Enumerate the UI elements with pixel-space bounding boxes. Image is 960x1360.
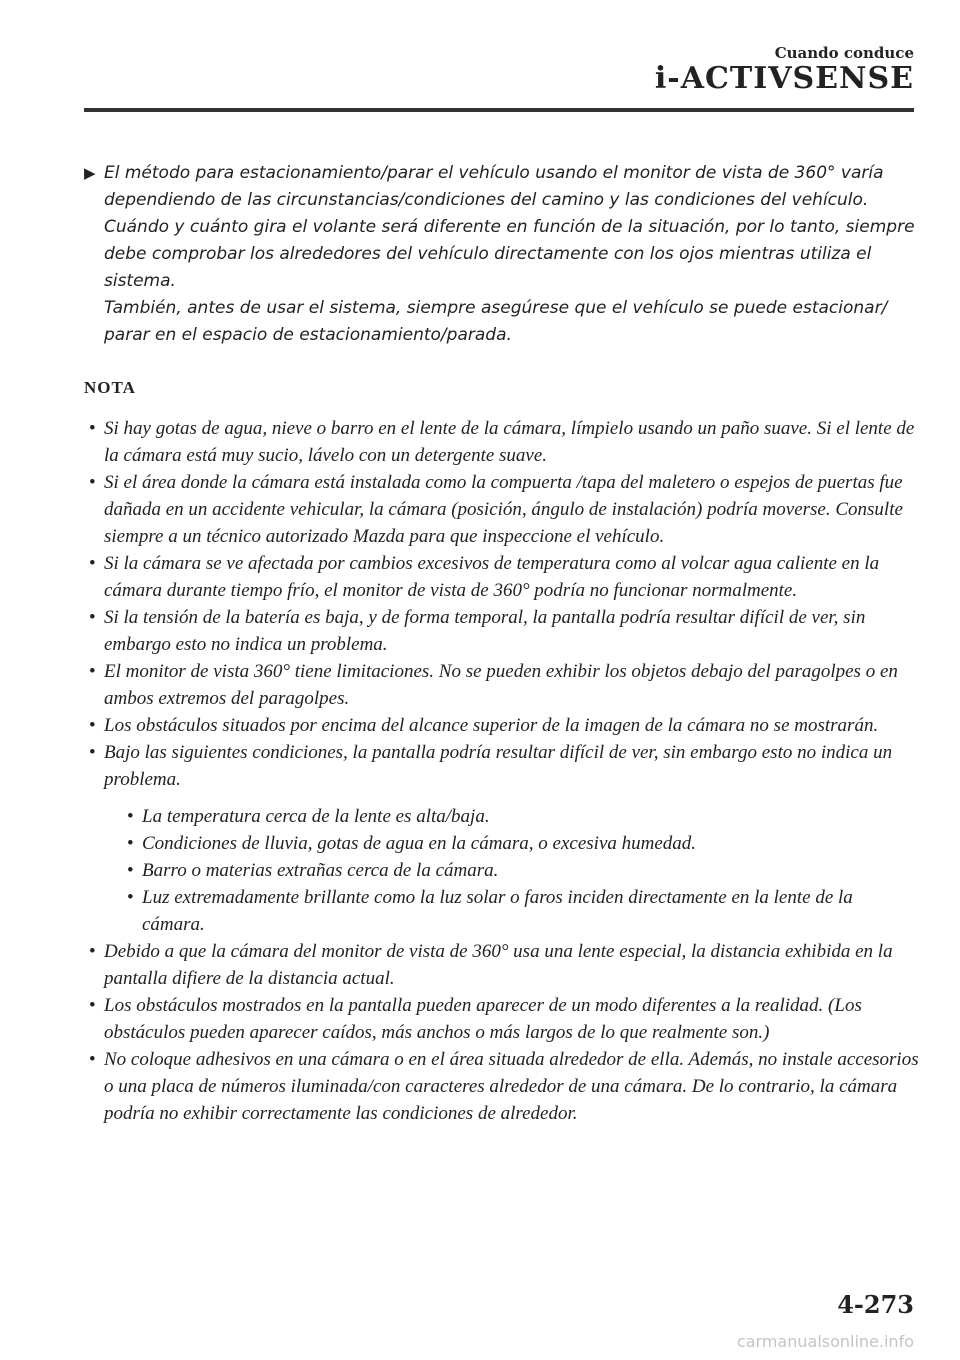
bullet-icon: •: [89, 607, 96, 628]
list-item-text: Bajo las siguientes condiciones, la pantalla podría resultar difícil de ver, sin embargo esto no indica un problema.: [104, 742, 893, 790]
bullet-icon: •: [127, 806, 134, 827]
chapter-title: i-ACTIVSENSE: [654, 61, 914, 96]
bullet-icon: •: [89, 553, 96, 574]
list-item-text: Si la cámara se ve afectada por cambios excesivos de temperatura como al volcar agua caliente en la cámara durante tiempo frío, el monitor de vista de 360° podría no funcionar normalmente.: [104, 553, 880, 601]
list-item: [84, 469, 920, 550]
sub-list-item: [104, 884, 920, 938]
bullet-icon: •: [127, 887, 134, 908]
warning-paragraph: El método para estacionamiento/parar el vehículo usando el monitor de vista de 360° varía dependiendo de las circunstancias/condiciones del camino y las condiciones del vehículo. Cuándo y cuánto gira el volante será diferente en función de la situación, por lo tanto, siempre debe comprobar los alrededores del vehículo directamente con los ojos mientras utiliza el sistema.: [104, 163, 915, 291]
bullet-icon: •: [127, 860, 134, 881]
bullet-icon: •: [89, 995, 96, 1016]
watermark: carmanualsonline.info: [736, 1332, 914, 1351]
bullet-icon: •: [89, 418, 96, 439]
list-item: [84, 658, 920, 712]
bullet-icon: •: [89, 715, 96, 736]
sub-list-item-text: La temperatura cerca de la lente es alta/baja.: [142, 806, 490, 827]
header-rule: [84, 108, 914, 112]
list-item: [84, 992, 920, 1046]
note-block: [84, 374, 920, 1127]
sub-list-item: [104, 857, 920, 884]
warning-paragraph: También, antes de usar el sistema, siempre asegúrese que el vehículo se puede estacionar/ parar en el espacio de estacionamiento/parada.: [104, 298, 888, 345]
list-item: [84, 1046, 920, 1127]
sub-list-item: [104, 803, 920, 830]
list-item: [84, 415, 920, 469]
list-item-text: Si la tensión de la batería es baja, y de forma temporal, la pantalla podría resultar difícil de ver, sin embargo esto no indica un problema.: [104, 607, 866, 655]
note-title: NOTA: [84, 378, 136, 397]
list-item-text: El monitor de vista 360° tiene limitaciones. No se pueden exhibir los objetos debajo del paragolpes o en ambos extremos del paragolpes.: [104, 661, 898, 709]
triangle-arrow-right-icon: ▶: [84, 164, 96, 182]
sub-list-item-text: Luz extremadamente brillante como la luz solar o faros inciden directamente en la lente de la cámara.: [142, 887, 853, 935]
list-item-text: Los obstáculos situados por encima del alcance superior de la imagen de la cámara no se mostrarán.: [104, 715, 879, 736]
page-number: 4-273: [837, 1290, 914, 1319]
list-item: [84, 712, 920, 739]
list-item: [84, 739, 920, 938]
note-sub-list: [104, 803, 920, 938]
list-item: [84, 604, 920, 658]
list-item-text: Si el área donde la cámara está instalada como la compuerta /tapa del maletero o espejos de puertas fue dañada en un accidente vehicular, la cámara (posición, ángulo de instalación) podría moverse. Consulte siempre a un técnico autorizado Mazda para que inspeccione el vehículo.: [104, 472, 903, 547]
bullet-icon: •: [89, 742, 96, 763]
sub-list-item: [104, 830, 920, 857]
warning-block: [84, 160, 920, 349]
section-label: Cuando conduce: [774, 44, 914, 62]
sub-list-item-text: Condiciones de lluvia, gotas de agua en la cámara, o excesiva humedad.: [142, 833, 697, 854]
sub-list-item-text: Barro o materias extrañas cerca de la cámara.: [142, 860, 499, 881]
bullet-icon: •: [89, 661, 96, 682]
list-item-text: Los obstáculos mostrados en la pantalla pueden aparecer de un modo diferentes a la realidad. (Los obstáculos pueden aparecer caídos, más anchos o más largos de lo que realmente son.): [104, 995, 862, 1043]
list-item-text: Debido a que la cámara del monitor de vista de 360° usa una lente especial, la distancia exhibida en la pantalla difiere de la distancia actual.: [104, 941, 893, 989]
list-item-text: Si hay gotas de agua, nieve o barro en el lente de la cámara, límpielo usando un paño suave. Si el lente de la cámara está muy sucio, lávelo con un detergente suave.: [104, 418, 915, 466]
bullet-icon: •: [127, 833, 134, 854]
list-item: [84, 938, 920, 992]
bullet-icon: •: [89, 941, 96, 962]
bullet-icon: •: [89, 472, 96, 493]
bullet-icon: •: [89, 1049, 96, 1070]
list-item-text: No coloque adhesivos en una cámara o en el área situada alrededor de ella. Además, no instale accesorios o una placa de números iluminada/con caracteres alrededor de una cámara. De lo contrario, la cámara podría no exhibir correctamente las condiciones de alrededor.: [104, 1049, 919, 1124]
note-list: [84, 415, 920, 1127]
list-item: [84, 550, 920, 604]
